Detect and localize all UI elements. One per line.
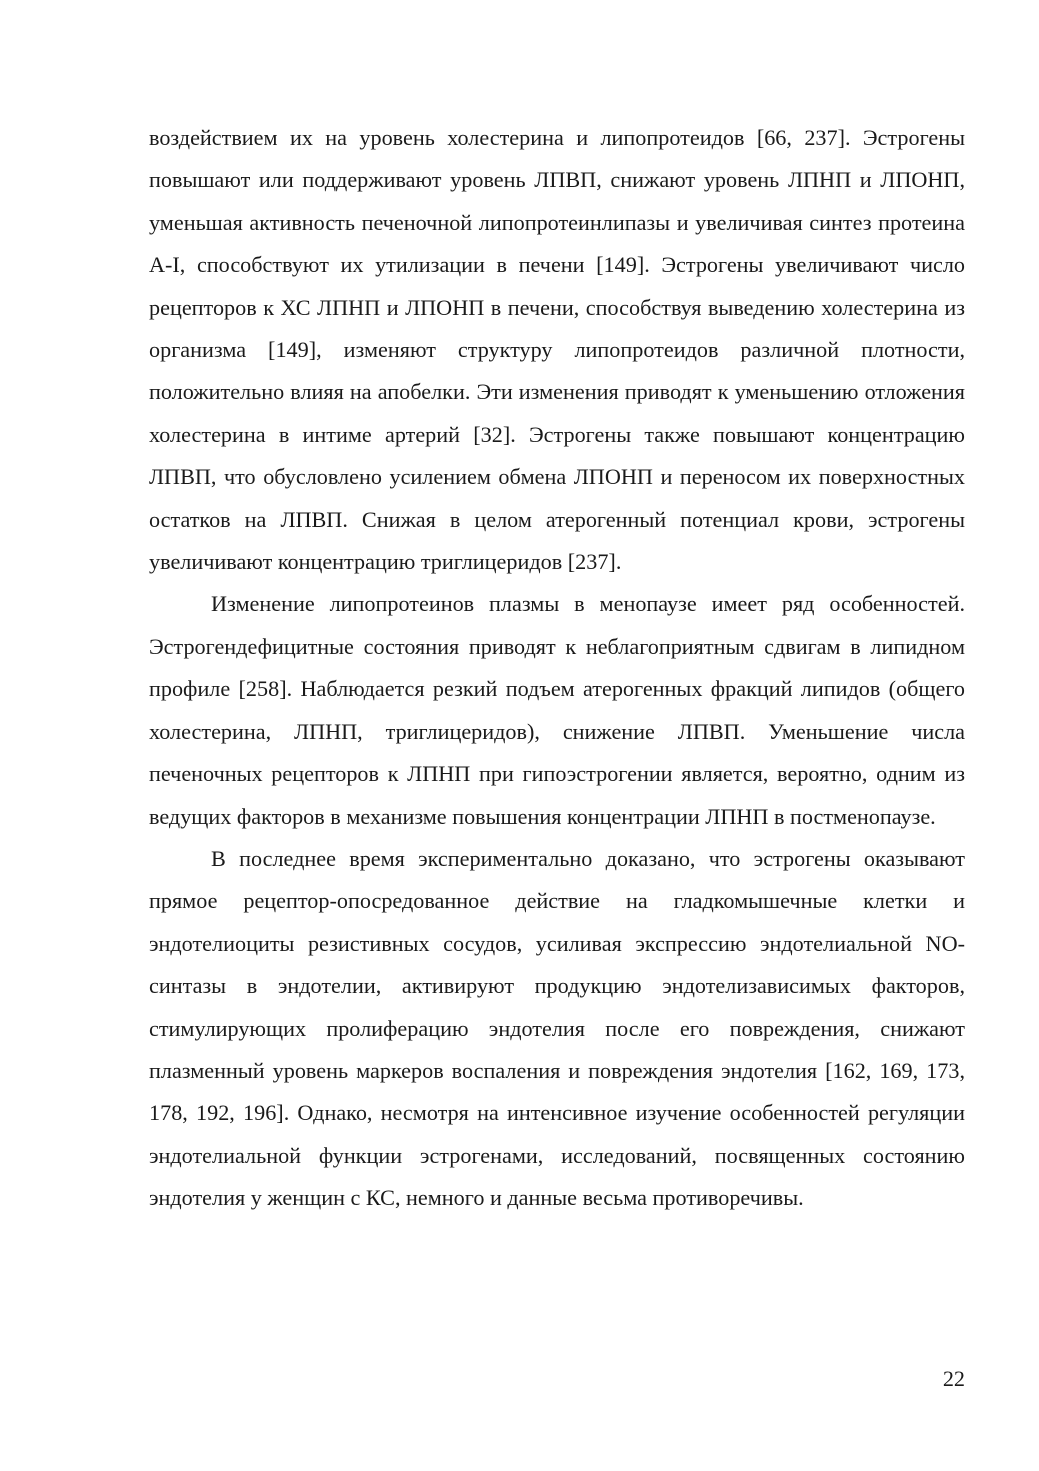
body-text xyxy=(149,117,965,1220)
paragraph-2: Изменение липопротеинов плазмы в менопаузе имеет ряд особенностей. Эстрогендефицитные состояния приводят к неблагоприятным сдвигам в липидном профиле [258]. Наблюдается резкий подъем атерогенных фракций липидов (общего холестерина, ЛПНП, триглицеридов), снижение ЛПВП. Уменьшение числа печеночных рецепторов к ЛПНП при гипоэстрогении является, вероятно, одним из ведущих факторов в механизме повышения концентрации ЛПНП в постменопаузе. xyxy=(149,591,965,829)
paragraph-1: воздействием их на уровень холестерина и липопротеидов [66, 237]. Эстрогены повышают или поддерживают уровень ЛПВП, снижают уровень ЛПНП и ЛПОНП, уменьшая активность печеночной липопротеинлипазы и увеличивая синтез протеина A-I, способствуют их утилизации в печени [149]. Эстрогены увеличивают число рецепторов к ХС ЛПНП и ЛПОНП в печени, способствуя выведению холестерина из организма [149], изменяют структуру липопротеидов различной плотности, положительно влияя на апобелки. Эти изменения приводят к уменьшению отложения холестерина в интиме артерий [32]. Эстрогены также повышают концентрацию ЛПВП, что обусловлено усилением обмена ЛПОНП и переносом их поверхностных остатков на ЛПВП. Снижая в целом атерогенный потенциал крови, эстрогены увеличивают концентрацию триглицеридов [237]. xyxy=(149,125,965,575)
page-number: 22 xyxy=(942,1366,965,1391)
paragraph-3: В последнее время экспериментально доказано, что эстрогены оказывают прямое рецептор-опосредованное действие на гладкомышечные клетки и эндотелиоциты резистивных сосудов, усиливая экспрессию эндотелиальной NO-синтазы в эндотелии, активируют продукцию эндотелизависимых факторов, стимулирующих пролиферацию эндотелия после его повреждения, снижают плазменный уровень маркеров воспаления и повреждения эндотелия [162, 169, 173, 178, 192, 196]. Однако, несмотря на интенсивное изучение особенностей регуляции эндотелиальной функции эстрогенами, исследований, посвященных состоянию эндотелия у женщин с КС, немного и данные весьма противоречивы. xyxy=(149,845,965,1211)
